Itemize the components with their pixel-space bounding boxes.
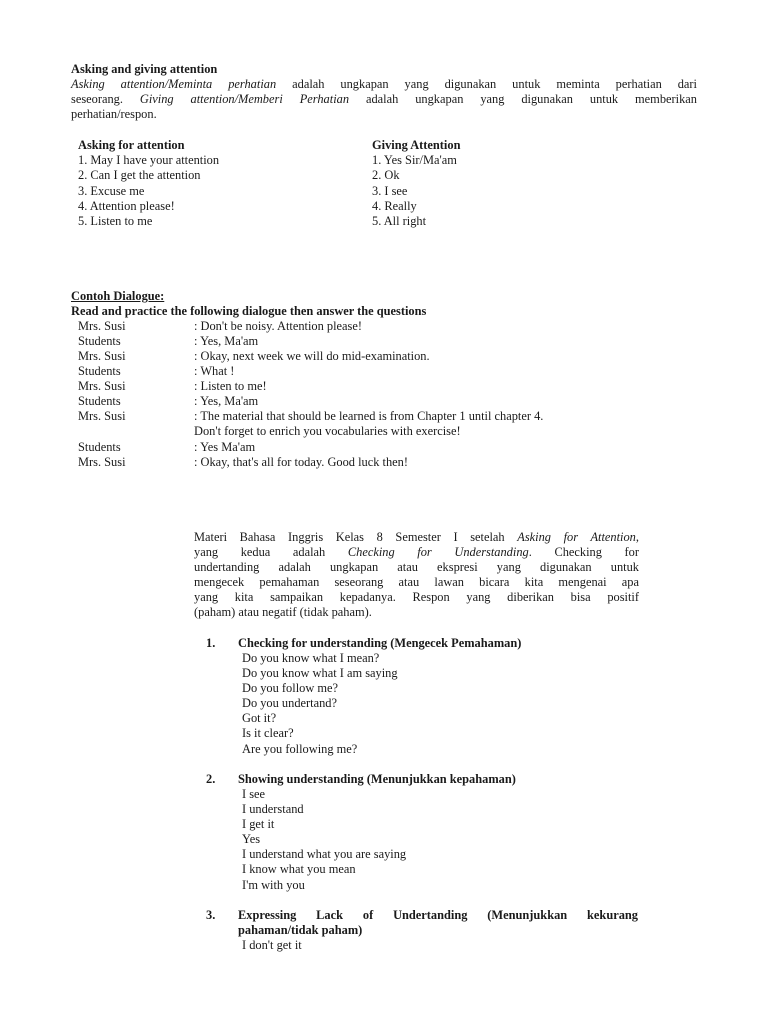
dialogue-line xyxy=(78,364,234,379)
dialogue-line xyxy=(78,440,255,455)
list-item: I know what you mean xyxy=(242,862,356,877)
list-item: 4. Attention please! xyxy=(78,198,175,213)
dialogue-line xyxy=(78,455,408,470)
speaker: Mrs. Susi xyxy=(78,409,126,423)
utterance: : Yes, Ma'am xyxy=(194,394,259,408)
section-heading-text: Expressing Lack of Undertanding (Menunjukkan kekurang xyxy=(238,908,638,922)
intro-line-3: perhatian/respon. xyxy=(71,107,157,121)
list-item: Are you following me? xyxy=(242,741,358,756)
list-item: 1. May I have your attention xyxy=(78,153,220,168)
list-item: Do you follow me? xyxy=(242,681,339,696)
dialogue-title: Contoh Dialogue: xyxy=(71,289,165,303)
list-item: 4. Really xyxy=(372,198,417,213)
speaker: Mrs. Susi xyxy=(78,319,126,333)
utterance: : Yes Ma'am xyxy=(194,440,256,454)
showing-heading xyxy=(206,772,516,787)
speaker: Mrs. Susi xyxy=(78,455,126,469)
dialogue-instruction: Read and practice the following dialogue then answer the questions xyxy=(71,304,427,318)
list-item: I'm with you xyxy=(242,877,305,892)
utterance: : Listen to me! xyxy=(194,379,267,393)
section-heading-text: Showing understanding (Menunjukkan kepahaman) xyxy=(238,772,516,786)
intro-line-2 xyxy=(71,92,697,107)
expressing-heading-cont: pahaman/tidak paham) xyxy=(238,923,363,937)
giving-heading: Giving Attention xyxy=(372,138,461,152)
list-item: I understand xyxy=(242,802,304,817)
intro-text: adalah ungkapan yang digunakan untuk memberikan xyxy=(349,92,697,106)
list-item: 5. All right xyxy=(372,214,427,229)
utterance: : What ! xyxy=(194,364,235,378)
term-checking-for-understanding: Checking for Understanding xyxy=(347,545,529,559)
section-number: 2. xyxy=(206,772,216,786)
intro-paragraph xyxy=(71,77,697,122)
term-giving-attention: Giving attention/Memberi Perhatian xyxy=(139,92,350,106)
materi-line-2 xyxy=(194,545,639,560)
list-item: 3. Excuse me xyxy=(78,183,145,198)
speaker: Students xyxy=(78,440,121,454)
list-item: I see xyxy=(242,787,266,801)
list-item: I get it xyxy=(242,817,275,832)
materi-line-4: mengecek pemahaman seseorang atau lawan bicara kita mengenai apa xyxy=(194,575,639,589)
materi-text: . Checking for xyxy=(528,545,639,559)
speaker: Mrs. Susi xyxy=(78,349,126,363)
dialogue-line xyxy=(78,424,461,439)
intro-text: adalah ungkapan yang digunakan untuk meminta perhatian dari xyxy=(276,77,698,91)
list-item: Got it? xyxy=(242,711,277,726)
dialogue-line xyxy=(78,319,362,334)
list-item: I don't get it xyxy=(242,938,302,952)
materi-text: , xyxy=(635,530,639,544)
dialogue-line xyxy=(78,394,258,409)
section-number: 3. xyxy=(206,908,216,922)
utterance: : Don't be noisy. Attention please! xyxy=(194,319,362,333)
list-item: 2. Can I get the attention xyxy=(78,168,201,183)
list-item: Do you know what I mean? xyxy=(242,651,380,665)
utterance: : Yes, Ma'am xyxy=(194,334,259,348)
dialogue-line xyxy=(78,379,267,394)
expressing-list xyxy=(242,938,302,953)
list-item: Do you know what I am saying xyxy=(242,666,398,681)
showing-list xyxy=(242,787,406,893)
list-item: Yes xyxy=(242,832,261,847)
materi-line-1 xyxy=(194,530,639,545)
list-item: I understand what you are saying xyxy=(242,847,407,862)
utterance: Don't forget to enrich you vocabularies with exercise! xyxy=(194,424,461,438)
materi-line-5: yang kita sampaikan kepadanya. Respon yang diberikan bisa positif xyxy=(194,590,639,604)
checking-list xyxy=(242,651,398,757)
list-item: 2. Ok xyxy=(372,168,400,183)
materi-text: Materi Bahasa Inggris Kelas 8 Semester I setelah xyxy=(194,530,518,544)
section-title: Asking and giving attention xyxy=(71,62,218,76)
list-item: Do you undertand? xyxy=(242,696,337,711)
list-item: 5. Listen to me xyxy=(78,214,153,229)
list-item: 3. I see xyxy=(372,183,408,198)
speaker: Mrs. Susi xyxy=(78,379,126,393)
materi-line-3: undertanding adalah ungkapan atau ekspresi yang digunakan untuk xyxy=(194,560,639,574)
speaker: Students xyxy=(78,364,121,378)
dialogue-line xyxy=(78,409,543,424)
giving-list xyxy=(372,138,460,229)
intro-line-1 xyxy=(71,77,697,92)
asking-heading: Asking for attention xyxy=(78,138,185,152)
speaker: Students xyxy=(78,334,121,348)
asking-list xyxy=(78,138,219,229)
utterance: : Okay, next week we will do mid-examination. xyxy=(194,349,430,363)
expressing-heading xyxy=(206,908,638,923)
section-number: 1. xyxy=(206,636,216,650)
materi-line-6: (paham) atau negatif (tidak paham). xyxy=(194,605,372,619)
list-item: 1. Yes Sir/Ma'am xyxy=(372,153,457,168)
section-heading-text: Checking for understanding (Mengecek Pemahaman) xyxy=(238,636,522,650)
utterance: : The material that should be learned is from Chapter 1 until chapter 4. xyxy=(194,409,544,423)
utterance: : Okay, that's all for today. Good luck then! xyxy=(194,455,408,469)
term-asking-attention: Asking attention/Meminta perhatian xyxy=(71,77,277,91)
materi-paragraph xyxy=(194,530,639,620)
checking-heading xyxy=(206,636,521,651)
materi-text: yang kedua adalah xyxy=(194,545,348,559)
intro-text: seseorang. xyxy=(71,92,140,106)
dialogue-line xyxy=(78,334,258,349)
term-asking-for-attention: Asking for Attention xyxy=(517,530,636,544)
speaker: Students xyxy=(78,394,121,408)
dialogue-line xyxy=(78,349,430,364)
list-item: Is it clear? xyxy=(242,726,294,741)
